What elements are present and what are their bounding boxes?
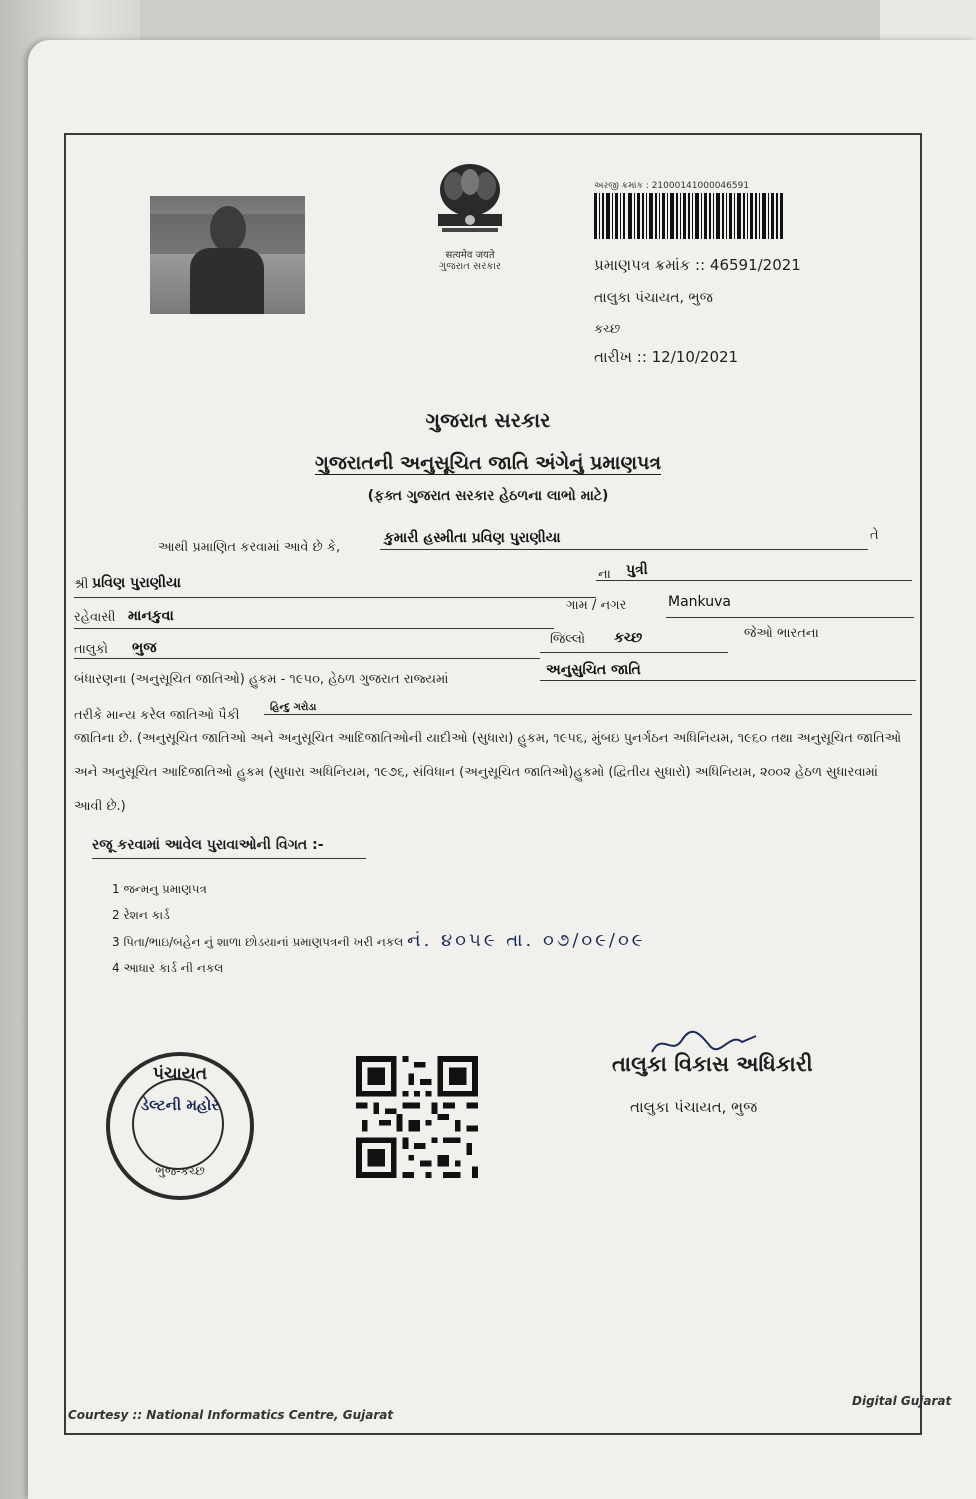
state-emblem [420,160,520,280]
village-value: Mankuva [668,594,731,610]
list-item-text: 3 પિતા/ભાઇ/બહેન નું શાળા છોડયાનાં પ્રમાણપત્રની ખરી નકલ [112,935,404,949]
list-item: 2 રેશન કાર્ડ [112,908,170,922]
qr-code-icon [356,1054,478,1180]
issuing-office: તાલુકા પંચાયત, ભુજ [594,290,713,306]
evidence-heading: રજૂ કરવામાં આવેલ પુરાવાઓની વિગત :- [92,837,324,853]
issue-date: તારીખ :: 12/10/2021 [594,348,739,366]
shri-prefix: શ્રી [74,577,89,592]
officer-title: તાલુકા વિકાસ અધિકારી [612,1052,813,1076]
certificate-note: (ફક્ત ગુજરાત સરકાર હેઠળના લાભો માટે) [367,488,609,504]
list-item [112,928,645,955]
emblem-motto: सत्यमेव जयते [445,250,495,261]
district-label: જિલ્લો [550,632,586,647]
certificate-number: પ્રમાણપત્ર ક્રમાંક :: 46591/2021 [594,256,801,274]
officer-office: તાલુકા પંચાયત, ભુજ [630,1098,758,1116]
certificate-title-text: ગુજરાતની અનુસૂચિત જાતિ અંગેનું પ્રમાણપત્ર [314,452,662,474]
taluka-value: ભુજ [132,640,157,656]
government-title: ગુજરાત સરકાર [425,408,551,432]
constitution-text: બંધારણના (અનુસૂચિત જાતિઓ) હુકમ - ૧૯૫૦, હેઠળ ગુજરાત રાજ્યમાં [74,672,449,687]
emblem-caption: ગુજરાત સરકાર [438,261,502,272]
recognized-text: તરીકે માન્ય કરેલ જાતિઓ પૈકી [74,708,240,723]
taluka-label: તાલુકો [74,642,109,657]
father-name: પ્રવિણ પુરાણીયા [92,575,181,591]
holder-name: કુમારી હસ્મીતા પ્રવિણ પુરાણીયા [384,530,561,546]
footer-courtesy: Courtesy :: National Informatics Centre, Gujarat [68,1408,394,1422]
footer-brand: Digital Gujarat [852,1394,952,1408]
list-item: 4 આધાર કાર્ડ ની નકલ [112,961,224,975]
te-text: તે [870,528,879,543]
legal-paragraph: જાતિના છે. (અનુસૂચિત જાતિઓ અને અનુસૂચિત આદિજાતિઓની યાદીઓ (સુધારા) હુકમ, ૧૯૫૬, મુંબઇ પુનર્ગઠન અધિનિયમ, ૧૯૬૦ તથા અનુસૂચિત જાતિઓ અને અનુસૂચિત આદિજાતિઓ હુકમ (સુધારા અધિનિયમ, ૧૯૭૬, સંવિધાન (અનુસૂચિત જાતિઓ)હુકમો (દ્વિતીય સુધારો) અધિનિયમ, ૨૦૦૨ હેઠળ સુધારવામાં આવી છે.) [74,731,902,814]
india-text: જેઓ ભારતના [744,626,819,641]
handwritten-note: નં. ૪૦૫૯ તા. ૦૭/૦૯/૦૯ [407,930,646,951]
seal-bottom-text: ભુજ-કચ્છ [155,1164,205,1178]
category-value: અનુસુચિત જાતિ [546,662,641,678]
seal-top-text: પંચાયત [153,1064,207,1084]
panchayat-seal [106,1052,254,1200]
issuing-district: કચ્છ [594,322,621,337]
na-text: ના [598,567,611,582]
resident-label: રહેવાસી [74,610,116,625]
relation-value: પુત્રી [626,562,648,578]
list-item: 1 જન્મનુ પ્રમાણપત્ર [112,882,207,896]
village-label: ગામ / નગર [566,598,627,613]
barcode-icon [594,193,784,239]
evidence-list [112,876,645,981]
certificate-title [0,452,976,474]
seal-middle-text: ડેલ્ટની મહોર [140,1096,220,1114]
ashoka-emblem-icon [420,160,520,246]
applicant-photo [150,196,305,314]
intro-text: આથી પ્રમાણિત કરવામાં આવે છે કે, [158,540,341,555]
caste-value: હિન્દુ ગરોડા [270,702,317,713]
application-number: અરજી ક્રમાંક : 21000141000046591 [594,181,750,191]
resident-value: માનકુવા [128,608,174,624]
district-value: કચ્છ [614,630,643,646]
